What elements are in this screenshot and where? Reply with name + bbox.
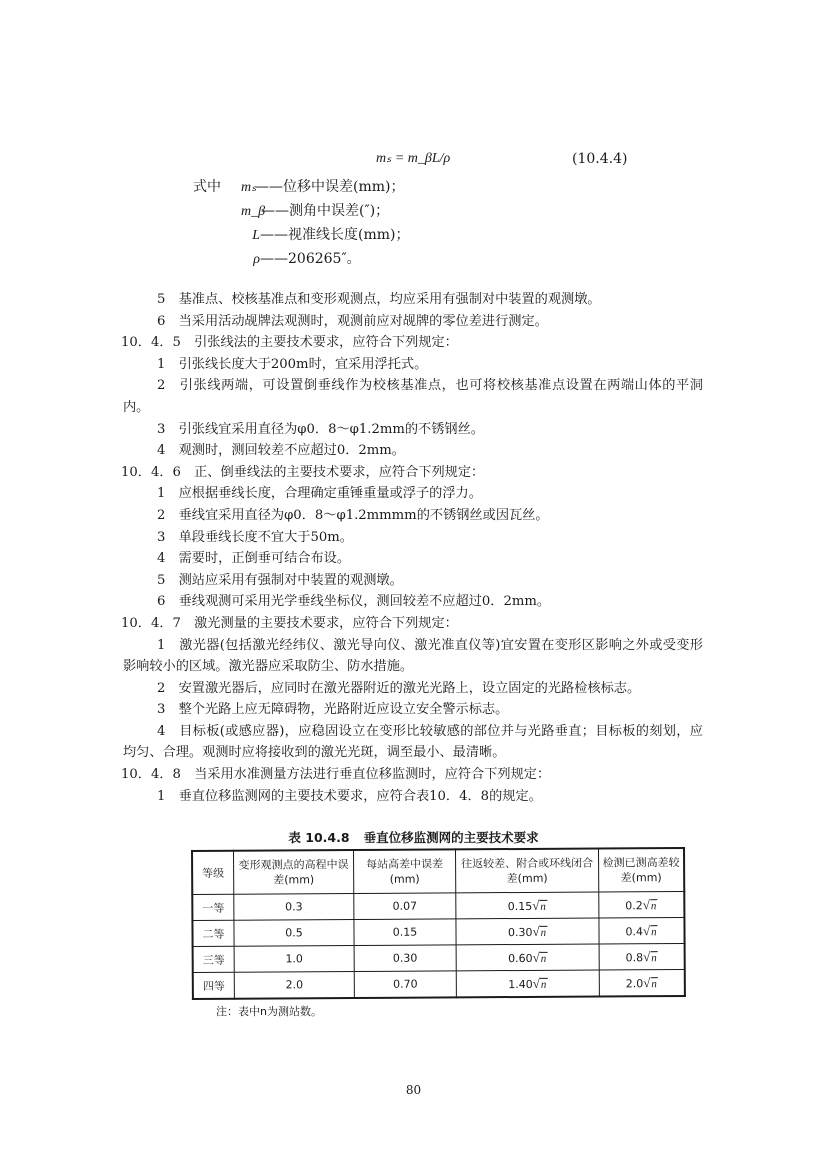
column-header: 往返较差、附合或环线闭合差(mm): [456, 849, 599, 893]
column-header: 检测已测高差较差(mm): [598, 848, 684, 892]
sqrt-n: [643, 975, 658, 991]
definition-item: [241, 200, 389, 222]
radicand: n: [651, 977, 657, 990]
body-text: [123, 289, 703, 807]
closure-cell: [456, 970, 599, 997]
coefficient: 2.0: [625, 976, 644, 990]
list-item: 4 需要时，正倒垂可结合布设。: [157, 551, 351, 567]
radicand: n: [651, 951, 657, 964]
coefficient: 0.4: [625, 924, 643, 938]
list-item: 4 目标板(或感应器)，应稳固设立在变形比较敏感的部位并与光路垂直；目标板的刻划，应均匀、合理。观测时应将接收到的激光光斑，调至最小、最清晰。: [123, 723, 703, 761]
clause-heading: 10．4．6 正、倒垂线法的主要技术要求，应符合下列规定：: [121, 464, 485, 480]
station-error-cell: 0.70: [354, 971, 456, 998]
sqrt-n: [643, 923, 658, 939]
coefficient: 1.40: [508, 977, 533, 991]
sqrt-n: [643, 949, 658, 965]
closure-cell: [456, 918, 599, 945]
clause-heading: 10．4．8 当采用水准测量方法进行垂直位移监测时，应符合下列规定：: [121, 767, 551, 783]
where-lead: 式中: [193, 179, 221, 195]
definition-text: 视准线长度(mm)；: [288, 227, 410, 243]
definition-dash: ——: [261, 203, 289, 219]
elevation-error-cell: 0.3: [234, 894, 354, 921]
radicand: n: [540, 952, 547, 965]
check-cell: [599, 969, 685, 996]
table-note: 注：表中n为测站数。: [216, 1005, 322, 1018]
definition-dash: ——: [260, 227, 288, 243]
elevation-error-cell: 1.0: [234, 946, 354, 973]
table-number: 表 10.4.8: [288, 830, 350, 845]
table-container: [191, 847, 686, 1000]
station-error-cell: 0.30: [354, 945, 456, 972]
radicand: n: [540, 978, 547, 991]
clause-heading: 10．4．5 引张线法的主要技术要求，应符合下列规定：: [121, 335, 458, 351]
radical-sign: √: [532, 923, 540, 939]
table-row: [192, 891, 684, 920]
definition-symbol: mₛ: [241, 180, 257, 195]
list-item: 4 观测时，测回较差不应超过0．2mm。: [157, 443, 405, 459]
table-caption: [0, 828, 827, 846]
list-item: 5 基准点、校核基准点和变形观测点，均应采用有强制对中装置的观测墩。: [157, 292, 601, 307]
closure-cell: [456, 944, 599, 971]
definition-symbol: ρ: [253, 252, 260, 267]
definition-symbol: L: [252, 228, 260, 243]
station-error-cell: 0.07: [354, 893, 456, 920]
definition-item: [250, 224, 409, 246]
radical-sign: √: [643, 948, 651, 964]
sqrt-n: [532, 923, 547, 939]
radical-sign: √: [532, 975, 540, 991]
radical-sign: √: [532, 897, 540, 913]
radical-sign: √: [642, 922, 651, 938]
definition-dash: ——: [260, 251, 288, 267]
clause-heading: 10．4．7 激光测量的主要技术要求，应符合下列规定：: [121, 615, 458, 631]
list-item: 2 垂线宜采用直径为φ0．8～φ1.2mmmm的不锈钢丝或因瓦丝。: [157, 507, 549, 523]
coefficient: 0.2: [625, 898, 643, 912]
list-item: 6 垂线观测可采用光学垂线坐标仪，测回较差不应超过0．2mm。: [157, 594, 551, 610]
column-header: 变形观测点的高程中误差(mm): [234, 850, 354, 894]
grade-cell: 三等: [193, 946, 235, 972]
coefficient: 0.30: [507, 925, 533, 939]
list-item: 1 垂直位移监测网的主要技术要求，应符合表10．4．8的规定。: [157, 788, 542, 804]
definition-text: 位移中误差(mm)；: [283, 179, 405, 195]
elevation-error-cell: 2.0: [234, 972, 354, 999]
sqrt-n: [533, 975, 548, 991]
list-item: 1 应根据垂线长度，合理确定重锤重量或浮子的浮力。: [157, 486, 482, 502]
table-header-row: [192, 848, 684, 895]
radicand: n: [651, 925, 657, 938]
column-header: 每站高差中误差(mm): [354, 849, 456, 893]
radical-sign: √: [643, 974, 651, 990]
list-item: 2 安置激光器后，应同时在激光器附近的激光光路上，设立固定的光路检核标志。: [157, 680, 641, 696]
definition-text: 206265″。: [288, 251, 361, 267]
table-row: [192, 917, 684, 946]
list-item: 3 整个光路上应无障碍物，光路附近应设立安全警示标志。: [157, 702, 509, 718]
coefficient: 0.15: [507, 899, 533, 913]
radicand: n: [540, 926, 547, 939]
list-item: 6 当采用活动觇牌法观测时，观测前应对觇牌的零位差进行测定。: [157, 313, 548, 329]
list-item: 2 引张线两端，可设置倒垂线作为校核基准点，也可将校核基准点设置在两端山体的平洞内。: [123, 378, 703, 415]
grade-cell: 二等: [192, 920, 234, 946]
closure-cell: [456, 892, 599, 919]
radicand: n: [650, 899, 657, 912]
table-row: [193, 969, 685, 999]
list-item: 3 引张线宜采用直径为φ0．8～φ1.2mm的不锈钢丝。: [157, 421, 484, 437]
table-title: 垂直位移监测网的主要技术要求: [363, 830, 539, 845]
list-item: 3 单段垂线长度不宜大于50m。: [157, 529, 353, 545]
definition-text: 测角中误差(″)；: [289, 203, 390, 219]
radical-sign: √: [532, 949, 540, 965]
list-item: 1 引张线长度大于200m时，宜采用浮托式。: [157, 356, 428, 372]
page-number: 80: [405, 1083, 422, 1097]
check-cell: [599, 891, 685, 918]
sqrt-n: [533, 949, 548, 965]
grade-cell: 四等: [193, 972, 235, 999]
formula-expression: mₛ = m_βL/ρ: [376, 151, 451, 166]
station-error-cell: 0.15: [354, 919, 456, 946]
definition-item: [252, 248, 361, 270]
sqrt-n: [643, 897, 658, 913]
radicand: n: [540, 900, 546, 913]
formula-number: (10.4.4): [572, 151, 628, 167]
definition-dash: ——: [255, 179, 283, 195]
check-cell: [599, 943, 685, 970]
radical-sign: √: [642, 896, 650, 912]
definition-symbol: m_β: [241, 204, 266, 219]
definition-item: [241, 176, 404, 198]
grade-cell: 一等: [192, 894, 234, 920]
coefficient: 0.8: [625, 950, 644, 964]
elevation-error-cell: 0.5: [234, 920, 354, 947]
spec-table: [191, 847, 686, 1000]
coefficient: 0.60: [508, 951, 533, 965]
list-item: 5 测站应采用有强制对中装置的观测墩。: [157, 572, 403, 588]
table-row: [193, 943, 685, 972]
check-cell: [599, 917, 685, 944]
list-item: 1 激光器(包括激光经纬仪、激光导向仪、激光准直仪等)宜安置在变形区影响之外或受变形影响较小的区域。激光器应采取防尘、防水措施。: [123, 637, 703, 675]
column-header: 等级: [192, 851, 234, 895]
sqrt-n: [532, 897, 547, 913]
